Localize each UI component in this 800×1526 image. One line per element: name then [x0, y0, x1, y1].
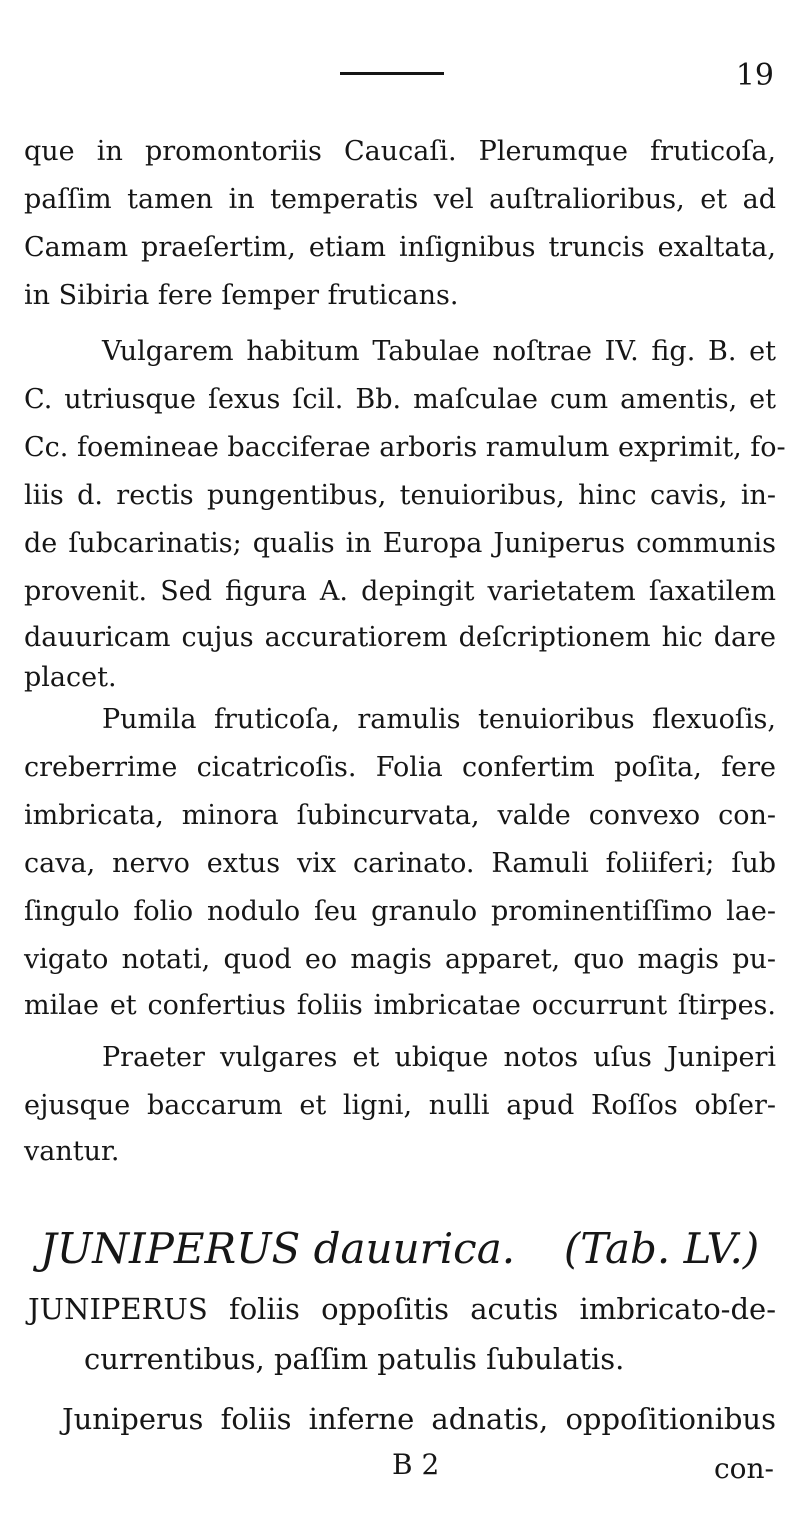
section-heading [40, 1224, 759, 1273]
text-line: Cc. foemineae bacciferae arboris ramulum exprimit, fo- [24, 432, 786, 463]
text-line: liis d. rectis pungentibus, tenuioribus, hinc cavis, in- [24, 480, 776, 511]
text-line: imbricata, minora ſubincurvata, valde convexo con- [24, 800, 776, 831]
text-line: placet. [24, 662, 117, 693]
synonym-line: JUNIPERUS foliis oppoſitis acutis imbricato-de- [28, 1292, 776, 1326]
header-rule [340, 72, 444, 75]
text-line: in Sibiria fere ſemper fruticans. [24, 280, 459, 311]
page-number: 19 [735, 58, 774, 93]
text-line: que in promontoriis Caucaſi. Plerumque fruticoſa, [24, 136, 776, 167]
text-line: Praeter vulgares et ubique notos uſus Juniperi [102, 1042, 776, 1073]
synonym-line: currentibus, paſſim patulis ſubulatis. [84, 1342, 625, 1376]
text-line: paſſim tamen in temperatis vel auſtralioribus, et ad [24, 184, 776, 215]
text-line: dauuricam cujus accuratiorem deſcriptionem hic dare [24, 622, 776, 653]
text-line: provenit. Sed figura A. depingit varietatem ſaxatilem [24, 576, 776, 607]
synonym-line: Juniperus foliis inferne adnatis, oppoſitionibus [62, 1402, 776, 1436]
species-name: JUNIPERUS dauurica. [40, 1224, 516, 1273]
text-line: creberrime cicatricoſis. Folia confertim poſita, fere [24, 752, 776, 783]
plate-reference: (Tab. LV.) [563, 1224, 760, 1273]
text-line: de ſubcarinatis; qualis in Europa Juniperus communis [24, 528, 776, 559]
text-line: C. utriusque ſexus ſcil. Bb. maſculae cum amentis, et [24, 384, 776, 415]
text-line: Pumila fruticoſa, ramulis tenuioribus flexuoſis, [102, 704, 776, 735]
text-line: vantur. [24, 1136, 120, 1167]
signature-mark: B 2 [392, 1448, 440, 1481]
text-line: vigato notati, quod eo magis apparet, quo magis pu- [24, 944, 776, 975]
text-line: cava, nervo extus vix carinato. Ramuli foliiferi; ſub [24, 848, 776, 879]
text-line: Camam praeſertim, etiam inſignibus truncis exaltata, [24, 232, 776, 263]
catchword: con- [713, 1452, 774, 1485]
text-line: Vulgarem habitum Tabulae noſtrae IV. fig. B. et [102, 336, 776, 367]
text-line: milae et confertius foliis imbricatae occurrunt ſtirpes. [24, 990, 776, 1021]
text-line: ejusque baccarum et ligni, nulli apud Roſſos obſer- [24, 1090, 776, 1121]
text-line: ſingulo folio nodulo ſeu granulo prominentiſſimo lae- [24, 896, 776, 927]
